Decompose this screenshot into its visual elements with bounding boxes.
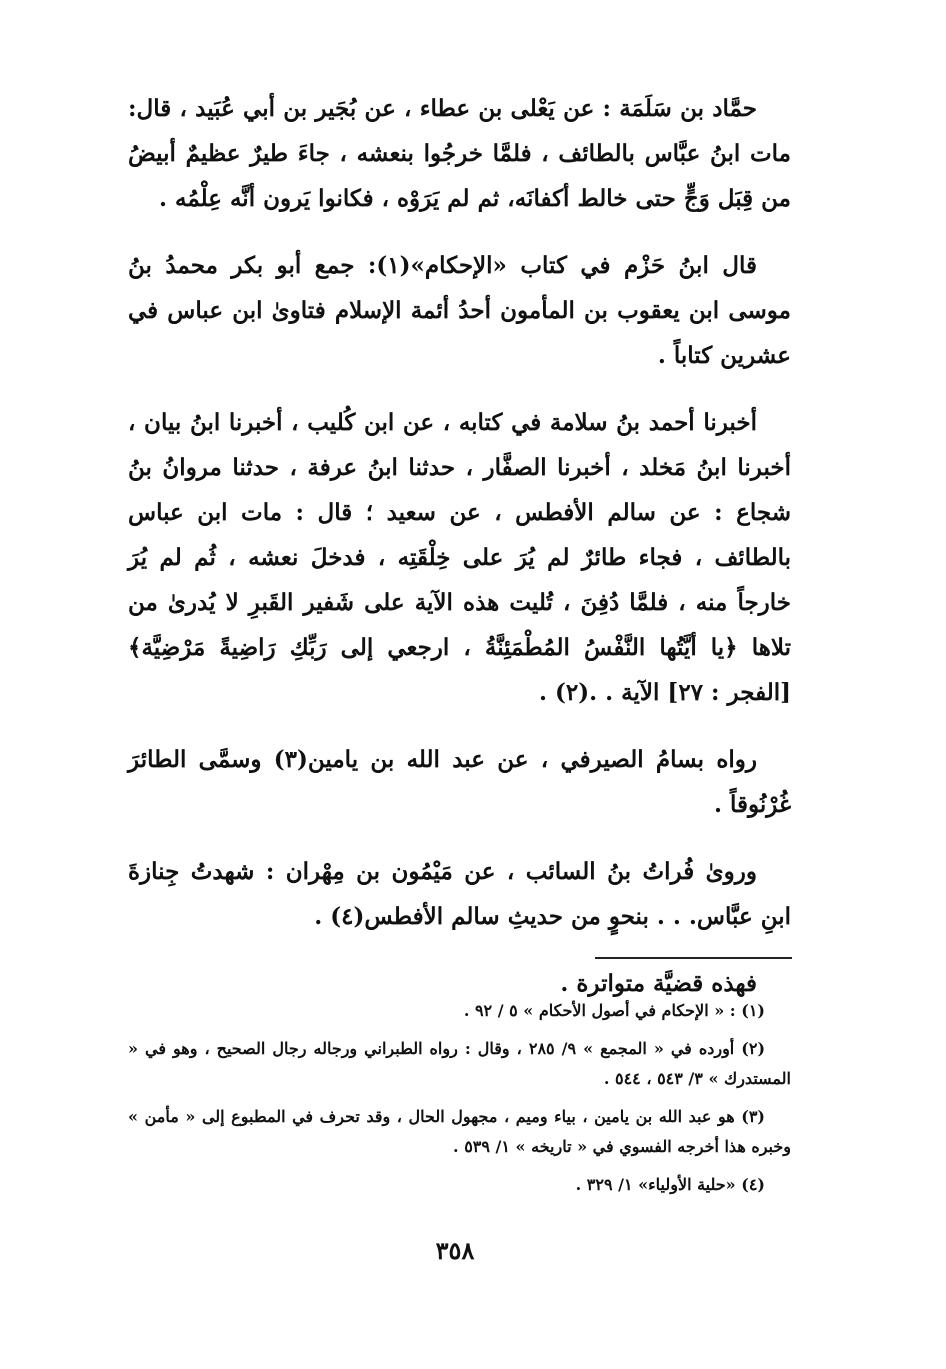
paragraph-conclusion: فهذه قضيَّة متواترة . xyxy=(560,970,757,997)
paragraph-ibn-hazm: قال ابنُ حَزْم في كتاب «الإحكام»(١): جمع أبو بكر محمدُ بنُ موسى ابن يعقوب بن المأمون أحدُ أئمة الإسلام فتاوىٰ ابن عباس في عشرين كتاباً . xyxy=(128,252,791,369)
footnotes xyxy=(128,996,791,1208)
main-text xyxy=(128,86,791,1028)
paragraph-bassam: رواه بسامُ الصيرفي ، عن عبد الله بن يامين(٣) وسمَّى الطائرَ غُرْنُوقاً . xyxy=(128,746,791,818)
footnote-separator xyxy=(595,957,792,959)
footnote-1: (١) : « الإحكام في أصول الأحكام » ٥ / ٩٢ . xyxy=(463,1001,765,1020)
footnote-4: (٤) «حلية الأولياء» ١/ ٣٢٩ . xyxy=(575,1175,765,1194)
footnote-2: (٢) أورده في « المجمع » ٩/ ٢٨٥ ، وقال : رواه الطبراني ورجاله رجال الصحيح ، وهو في « المستدرك » ٣/ ٥٤٣ ، ٥٤٤ . xyxy=(128,1039,791,1088)
page-number: ٣٥٨ xyxy=(435,1236,475,1265)
paragraph-furat: وروىٰ فُراتُ بنُ السائب ، عن مَيْمُون بن مِهْران : شهدتُ جِنازةَ ابنِ عبَّاس. . . بنحوٍ من حديثِ سالم الأفطس(٤) . xyxy=(128,858,791,930)
paragraph-hammad: حمَّاد بن سَلَمَة : عن يَعْلى بن عطاء ، عن بُجَير بن أبي عُبَيد ، قال: مات ابنُ عبَّاس بالطائف ، فلمَّا خرجُوا بنعشه ، جاءَ طيرٌ عظيمٌ أبيضُ من قِبَل وَجٍّ حتى خالط أكفانَه، ثم لم يَرَوْه ، فكانوا يَرون أنَّه عِلْمُه . xyxy=(128,95,791,212)
footnote-3: (٣) هو عبد الله بن يامين ، بياء وميم ، مجهول الحال ، وقد تحرف في المطبوع إلى « مأمن » وخبره هذا أخرجه الفسوي في « تاريخه » ١/ ٥٣٩ . xyxy=(128,1107,791,1156)
paragraph-ahmad-ibn-salama: أخبرنا أحمد بنُ سلامة في كتابه ، عن ابن كُليب ، أخبرنا ابنُ بيان ، أخبرنا ابنُ مَخلد ، أخبرنا الصفَّار ، حدثنا ابنُ عرفة ، حدثنا مروانُ بنُ شجاع : عن سالم الأفطس ، عن سعيد ؛ قال : مات ابن عباس بالطائف ، فجاء طائرٌ لم يُرَ على خِلْقَتِه ، فدخلَ نعشه ، ثُم لم يُرَ خارجاً منه ، فلمَّا دُفِنَ ، تُليت هذه الآية على شَفير القَبرِ لا يُدرىٰ من تلاها ﴿يا أيَّتُها النَّفْسُ المُطْمَئِنَّةُ ، ارجعي إلى رَبِّكِ رَاضِيةً مَرْضِيَّة﴾ [الفجر : ٢٧] الآية . .(٢) . xyxy=(128,409,791,706)
